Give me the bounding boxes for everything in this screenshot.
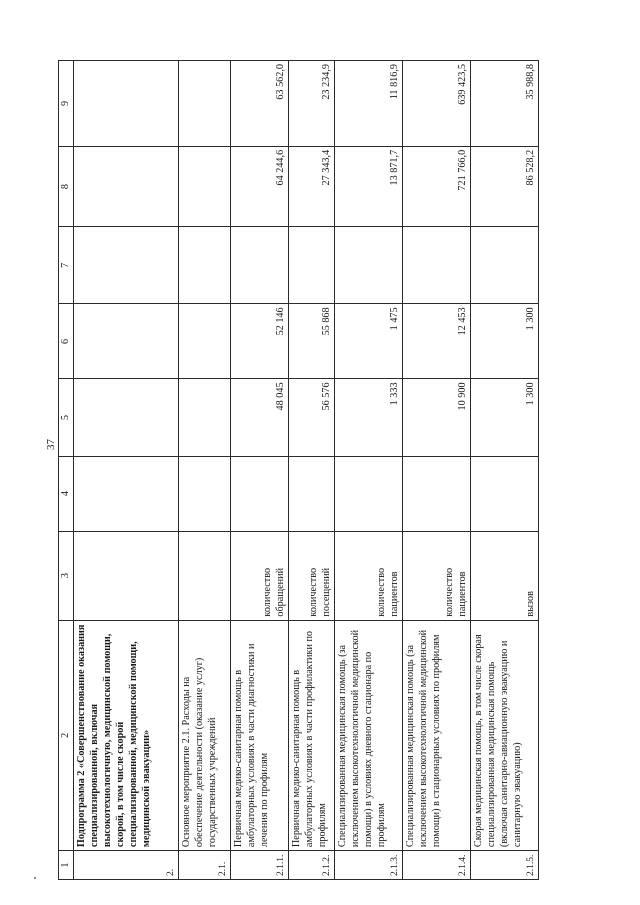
row-col8	[74, 146, 179, 226]
row-col7	[74, 227, 179, 304]
column-header: 4	[59, 456, 74, 531]
row-name: Первичная медико-санитарная помощь в амбулаторных условиях в части профилактики по профилям	[289, 620, 335, 850]
row-col8: 86 528,2	[471, 146, 539, 226]
row-col7	[289, 227, 335, 304]
row-col7	[179, 227, 231, 304]
row-code: 2.1.5.	[471, 851, 539, 880]
row-col9: 11 816,9	[335, 61, 403, 147]
row-col7	[231, 227, 289, 304]
row-col4	[74, 456, 179, 531]
row-col6	[74, 304, 179, 379]
rotated-table-container	[58, 60, 635, 880]
row-name: Специализированная медицинская помощь (за исключением высокотехнологичной медицинской помощи) в стационарных условиях по профилям	[403, 620, 471, 850]
row-col5	[179, 379, 231, 456]
row-col6: 52 146	[231, 304, 289, 379]
row-unit: количество пациентов	[335, 531, 403, 620]
row-col9: 63 562,0	[231, 61, 289, 147]
table-row	[289, 61, 335, 880]
column-header: 2	[59, 620, 74, 850]
row-col6: 55 868	[289, 304, 335, 379]
row-col4	[403, 456, 471, 531]
row-col9: 23 234,9	[289, 61, 335, 147]
row-col6: 12 453	[403, 304, 471, 379]
table-row	[231, 61, 289, 880]
row-name: Первичная медико-санитарная помощь в амбулаторных условиях в части диагностики и лечения по профилям	[231, 620, 289, 850]
row-col9	[74, 61, 179, 147]
row-col7	[335, 227, 403, 304]
table-row	[403, 61, 471, 880]
table-row	[74, 61, 179, 880]
header-row	[59, 61, 74, 880]
column-header: 5	[59, 379, 74, 456]
row-unit	[179, 531, 231, 620]
table-row	[471, 61, 539, 880]
row-col9	[179, 61, 231, 147]
row-code: 2.	[74, 851, 179, 880]
row-col4	[231, 456, 289, 531]
row-col5: 1 300	[471, 379, 539, 456]
row-col8: 13 871,7	[335, 146, 403, 226]
row-col4	[179, 456, 231, 531]
row-name: Скорая медицинская помощь, в том числе скорая специализированная медицинская помощь (включая санитарно-авиационную эвакуацию и санитарную эвакуацию)	[471, 620, 539, 850]
row-name: Основное мероприятие 2.1. Расходы на обеспечение деятельности (оказание услуг) государственных учреждений	[179, 620, 231, 850]
column-header: 6	[59, 304, 74, 379]
scan-artifact	[34, 877, 36, 879]
row-col5: 56 576	[289, 379, 335, 456]
row-code: 2.1.1.	[231, 851, 289, 880]
row-col5	[74, 379, 179, 456]
row-col8: 64 244,6	[231, 146, 289, 226]
row-col4	[289, 456, 335, 531]
row-col4	[335, 456, 403, 531]
page-number: 37	[45, 439, 57, 450]
row-unit: вызов	[471, 531, 539, 620]
row-unit: количество посещений	[289, 531, 335, 620]
row-col6	[179, 304, 231, 379]
row-code: 2.1.3.	[335, 851, 403, 880]
row-unit: количество пациентов	[403, 531, 471, 620]
row-col7	[471, 227, 539, 304]
column-header: 8	[59, 146, 74, 226]
row-col8	[179, 146, 231, 226]
row-col8: 721 766,0	[403, 146, 471, 226]
row-col5: 10 900	[403, 379, 471, 456]
row-col5: 1 333	[335, 379, 403, 456]
row-code: 2.1.	[179, 851, 231, 880]
row-col8: 27 343,4	[289, 146, 335, 226]
table-row	[335, 61, 403, 880]
row-col6: 1 475	[335, 304, 403, 379]
column-header: 3	[59, 531, 74, 620]
table-row	[179, 61, 231, 880]
data-table	[58, 60, 539, 880]
column-header: 7	[59, 227, 74, 304]
column-header: 1	[59, 851, 74, 880]
column-header: 9	[59, 61, 74, 147]
row-col4	[471, 456, 539, 531]
row-col9: 35 988,8	[471, 61, 539, 147]
row-name: Подпрограмма 2 «Совершенствование оказания специализированной, включая высокотехнологичную, медицинской помощи, скорой, в том числе скорой специализированной, медицинской помощи, медицинской эвакуации»	[74, 620, 179, 850]
row-col9: 639 423,5	[403, 61, 471, 147]
row-col7	[403, 227, 471, 304]
row-code: 2.1.2.	[289, 851, 335, 880]
row-col5: 48 045	[231, 379, 289, 456]
row-unit	[74, 531, 179, 620]
row-code: 2.1.4.	[403, 851, 471, 880]
row-unit: количество обращений	[231, 531, 289, 620]
row-col6: 1 300	[471, 304, 539, 379]
row-name: Специализированная медицинская помощь (за исключением высокотехнологичной медицинской помощи) в условиях дневного стационара по профилям	[335, 620, 403, 850]
